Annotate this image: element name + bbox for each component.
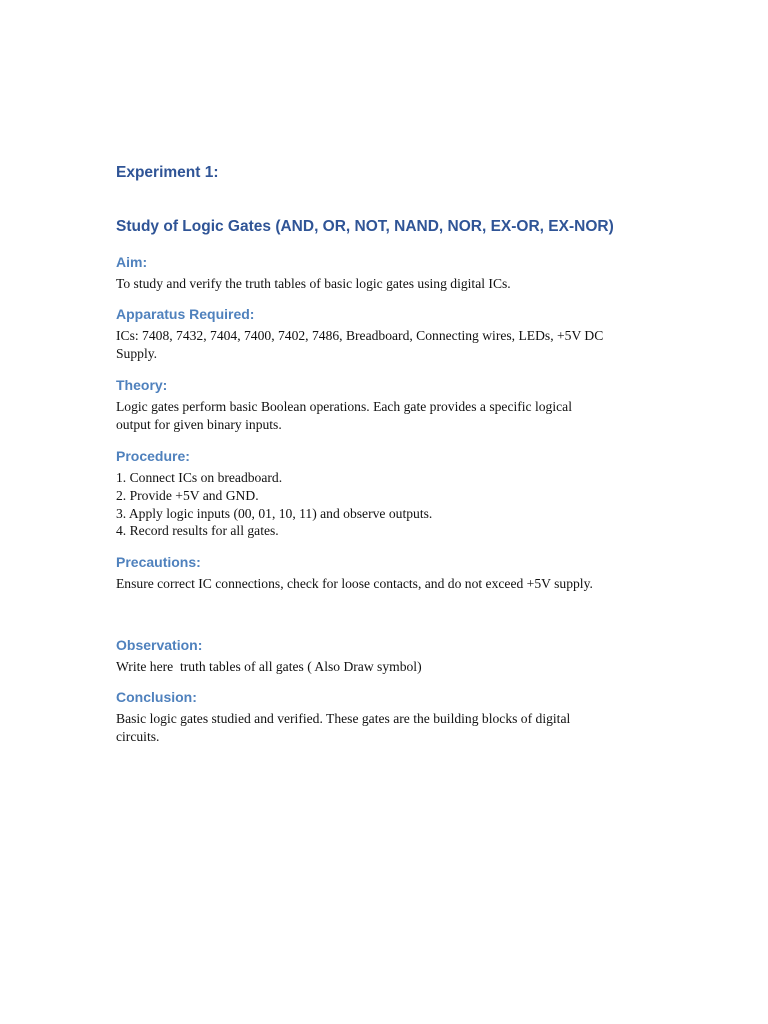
aim-text bbox=[116, 275, 646, 293]
experiment-title: Study of Logic Gates (AND, OR, NOT, NAND, NOR, EX-OR, EX-NOR) bbox=[116, 218, 614, 235]
apparatus-line: Supply. bbox=[116, 345, 158, 361]
precautions-line: Ensure correct IC connections, check for loose contacts, and do not exceed +5V supply. bbox=[116, 576, 593, 591]
aim-line: To study and verify the truth tables of basic logic gates using digital ICs. bbox=[116, 276, 511, 291]
procedure-step: 3. Apply logic inputs (00, 01, 10, 11) and observe outputs. bbox=[116, 505, 433, 521]
theory-line: output for given binary inputs. bbox=[116, 416, 282, 432]
procedure-heading: Procedure: bbox=[116, 448, 190, 464]
theory-line: Logic gates perform basic Boolean operations. Each gate provides a specific logical bbox=[116, 399, 572, 414]
conclusion-heading: Conclusion: bbox=[116, 689, 197, 705]
procedure-step: 2. Provide +5V and GND. bbox=[116, 487, 259, 503]
conclusion-text bbox=[116, 710, 646, 746]
conclusion-line: Basic logic gates studied and verified. These gates are the building blocks of digital bbox=[116, 711, 571, 726]
apparatus-text bbox=[116, 327, 646, 363]
observation-heading: Observation: bbox=[116, 637, 203, 653]
conclusion-line: circuits. bbox=[116, 728, 160, 744]
precautions-heading: Precautions: bbox=[116, 554, 201, 570]
procedure-step: 4. Record results for all gates. bbox=[116, 523, 279, 539]
precautions-text bbox=[116, 575, 646, 593]
apparatus-line: ICs: 7408, 7432, 7404, 7400, 7402, 7486, Breadboard, Connecting wires, LEDs, +5V DC bbox=[116, 328, 604, 343]
observation-text bbox=[116, 658, 646, 676]
theory-text bbox=[116, 398, 646, 434]
observation-line: Write here truth tables of all gates ( Also Draw symbol) bbox=[116, 659, 422, 674]
procedure-step: 1. Connect ICs on breadboard. bbox=[116, 470, 283, 485]
experiment-heading: Experiment 1: bbox=[116, 164, 219, 181]
theory-heading: Theory: bbox=[116, 377, 168, 393]
aim-heading: Aim: bbox=[116, 254, 148, 270]
procedure-list bbox=[116, 469, 646, 540]
apparatus-heading: Apparatus Required: bbox=[116, 306, 255, 322]
